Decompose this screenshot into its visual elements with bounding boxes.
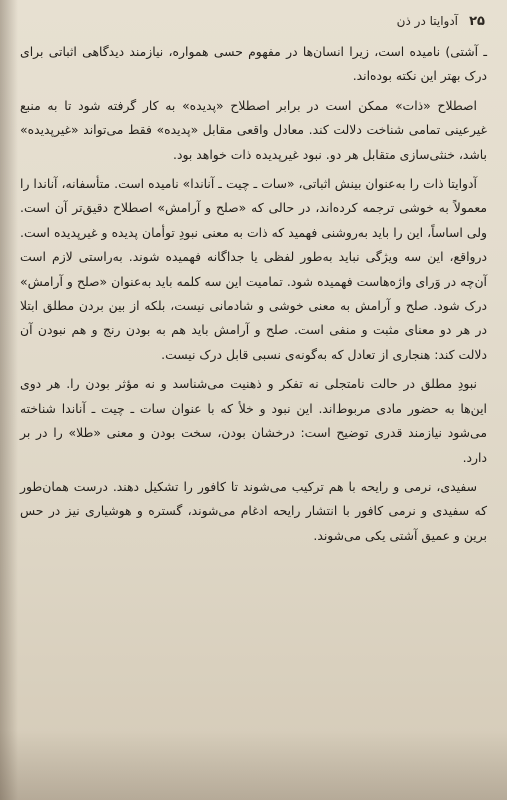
paragraph: ـ آشتی) نامیده است، زیرا انسان‌ها در مفهوم حسی همواره، نیازمند دیدگاهی اثباتی برای درک بهتر این نکته بوده‌اند.	[20, 44, 487, 84]
page-shadow-left	[0, 0, 18, 800]
page-number: ۲۵	[469, 14, 485, 29]
paragraph: اصطلاح «ذات» ممکن است در برابر اصطلاح «پدیده» به کار گرفته شود تا به منبع غیرعینی تمامی شناخت دلالت کند. معادل واقعی مقابل «پدیده» فقط می‌تواند «غیرپدیده» باشد، خنثی‌سازی متقابل هر دو. نبود غیرپدیده ذات خواهد بود.	[20, 97, 487, 162]
paragraph: نبودِ مطلق در حالت نامتجلی نه تفکر و ذهنیت می‌شناسد و نه مؤثر بودن را. هر دوی این‌ها به حضور مادی مربوط‌اند. این نبود و خلأ که با عنوان سات ـ چیت ـ آناندا شناخته می‌شود نیازمند قدری توضیح است: درخشان بودن، سخت بودن و معنی «طلا» را در بر دارد.	[20, 376, 487, 465]
running-title: آدوایتا در ذن	[396, 14, 459, 28]
page-header	[20, 10, 485, 34]
paragraph: آدوایتا ذات را به‌عنوان بینش اثباتی، «سات ـ چیت ـ آناندا» نامیده است. متأسفانه، آناندا را معمولاً به خوشی ترجمه کرده‌اند، در حالی که «صلح و آرامش» اصطلاح دقیق‌تر آن است. ولی اساساً، این را باید به‌روشنی فهمید که ذات به معنی نبودِ توأمان پدیده و غیرپدیده است. درواقع، این سه ویژگی نباید به‌طور لفظی یا جداگانه فهمیده شوند. به‌راستی لازم است آن‌چه در وَرای واژه‌هاست فهمیده شود. تمامیت این سه کلمه باید به‌عنوان «صلح و آرامش» درک شود. صلح و آرامش به معنی خوشی و شادمانی نیست، بلکه از بین بردن مطلق ابتلا در هر دو معنای مثبت و منفی است. صلح و آرامش باید هم به بودن رنج و هم نبودن آن دلالت کند: هنجاری از تعادل که به‌گونه‌ی نسبی قابل درک نیست.	[20, 176, 487, 362]
page-shadow-bottom	[0, 730, 507, 800]
page-body	[20, 40, 487, 548]
paragraph: سفیدی، نرمی و رایحه با هم ترکیب می‌شوند تا کافور را تشکیل دهند. درست همان‌طور که سفیدی و نرمی کافور با انتشار رایحه ادغام می‌شوند، گستره و هوشیاری نیز در حس برین و عمیق آشتی یکی می‌شوند.	[20, 478, 487, 543]
